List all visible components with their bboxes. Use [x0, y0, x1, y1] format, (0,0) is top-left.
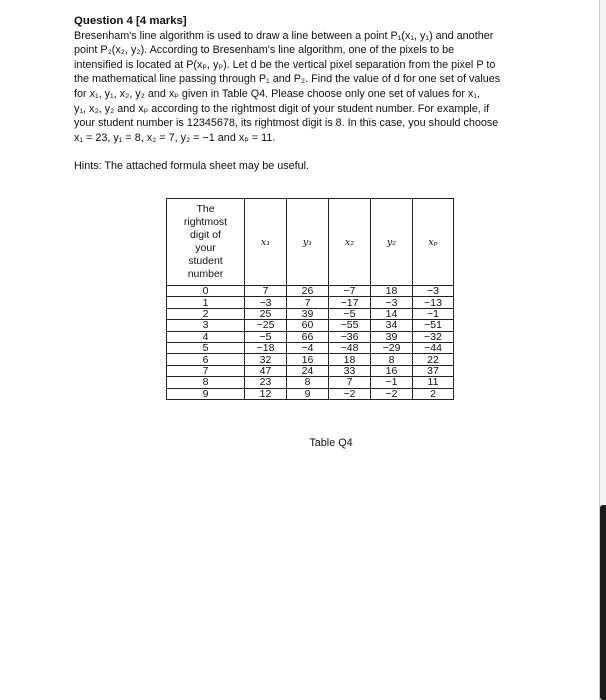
question-line: for x₁, y₁, x₂, y₂ and xₚ given in Table Q4. Please choose only one set of values for x₁,	[74, 87, 481, 100]
table-cell: 47	[245, 365, 287, 376]
table-cell: 4	[167, 331, 245, 342]
table-cell: 33	[329, 365, 371, 376]
table-cell: −29	[371, 342, 413, 353]
question-block	[74, 14, 536, 174]
table-cell: 7	[329, 377, 371, 388]
table-cell: 34	[371, 320, 413, 331]
table-cell: 18	[329, 354, 371, 365]
question-line: x₁ = 23, y₁ = 8, x₂ = 7, y₂ = −1 and xₚ = 11.	[74, 131, 276, 144]
table-cell: −55	[329, 320, 371, 331]
table-header-row	[167, 199, 454, 286]
header-x1: x₁	[245, 199, 287, 286]
table-cell: 37	[413, 365, 454, 376]
question-text	[74, 29, 536, 146]
table-cell: 16	[287, 354, 329, 365]
header-xp: xₚ	[413, 199, 454, 286]
table-cell: 7	[245, 286, 287, 297]
header-line: student	[188, 255, 223, 267]
table-cell: 6	[167, 354, 245, 365]
table-cell: 25	[245, 308, 287, 319]
table-caption: Table Q4	[309, 437, 353, 449]
table-cell: −4	[287, 342, 329, 353]
table-cell: 2	[167, 308, 245, 319]
table-cell: 16	[371, 365, 413, 376]
table-cell: 14	[371, 308, 413, 319]
table-cell: 11	[413, 377, 454, 388]
question-line: the mathematical line passing through P₁ and P₂. Find the value of d for one set of values	[74, 73, 501, 86]
table-cell: 23	[245, 377, 287, 388]
table-cell: −32	[413, 331, 454, 342]
table-row	[167, 365, 454, 376]
table-cell: 0	[167, 286, 245, 297]
table-q4	[166, 198, 454, 400]
table-cell: 1	[167, 297, 245, 308]
table-cell: −36	[329, 331, 371, 342]
header-x2: x₂	[329, 199, 371, 286]
header-line: digit of	[190, 229, 221, 241]
question-title: Question 4 [4 marks]	[74, 15, 187, 27]
table-cell: −3	[371, 297, 413, 308]
table-cell: −17	[329, 297, 371, 308]
header-line: rightmost	[183, 216, 228, 228]
table-row	[167, 342, 454, 353]
table-cell: 3	[167, 320, 245, 331]
table-cell: 66	[287, 331, 329, 342]
table-cell: −44	[413, 342, 454, 353]
table-cell: 32	[245, 354, 287, 365]
table-cell: 7	[167, 365, 245, 376]
question-line: your student number is 12345678, its rightmost digit is 8. In this case, you should choose	[74, 117, 499, 130]
table-cell: 18	[371, 286, 413, 297]
header-y1: y₁	[287, 199, 329, 286]
table-row	[167, 377, 454, 388]
table-cell: 5	[167, 342, 245, 353]
header-y2: y₂	[371, 199, 413, 286]
question-line: Bresenham's line algorithm is used to draw a line between a point P₁(x₁, y₁) and another	[74, 29, 494, 42]
header-line: number	[187, 268, 224, 280]
table-cell: 8	[371, 354, 413, 365]
table-cell: 8	[287, 377, 329, 388]
table-cell: −1	[413, 308, 454, 319]
table-cell: −7	[329, 286, 371, 297]
table-cell: −18	[245, 342, 287, 353]
scrollbar-thumb[interactable]	[600, 505, 606, 700]
table-cell: 39	[287, 308, 329, 319]
table-cell: 2	[413, 388, 454, 399]
table-row	[167, 297, 454, 308]
table-row	[167, 320, 454, 331]
table-cell: −3	[413, 286, 454, 297]
table-body	[167, 286, 454, 400]
table-row	[167, 331, 454, 342]
table-cell: −1	[371, 377, 413, 388]
table-row	[167, 286, 454, 297]
question-line: y₁, x₂, y₂ and xₚ according to the rightmost digit of your student number. For example, if	[74, 102, 490, 115]
table-cell: 60	[287, 320, 329, 331]
table-cell: −2	[329, 388, 371, 399]
header-rightmost-digit	[167, 199, 245, 286]
table-cell: 26	[287, 286, 329, 297]
table-cell: 39	[371, 331, 413, 342]
table-cell: 9	[287, 388, 329, 399]
table-row	[167, 354, 454, 365]
table-cell: −51	[413, 320, 454, 331]
table-cell: 22	[413, 354, 454, 365]
table-cell: 7	[287, 297, 329, 308]
table-cell: −13	[413, 297, 454, 308]
table-cell: −25	[245, 320, 287, 331]
table-row	[167, 308, 454, 319]
table-cell: −2	[371, 388, 413, 399]
table-cell: 24	[287, 365, 329, 376]
table-cell: −48	[329, 342, 371, 353]
header-line: your	[195, 242, 216, 254]
table-cell: −3	[245, 297, 287, 308]
table-cell: −5	[245, 331, 287, 342]
scrollbar[interactable]	[600, 0, 606, 700]
hints-text: Hints: The attached formula sheet may be useful.	[74, 160, 310, 173]
table-cell: 12	[245, 388, 287, 399]
table-row	[167, 388, 454, 399]
question-line: intensified is located at P(xₚ, yₚ). Let d be the vertical pixel separation from the pixel P to	[74, 58, 496, 71]
table-cell: −5	[329, 308, 371, 319]
header-line: The	[196, 203, 215, 215]
table-cell: 8	[167, 377, 245, 388]
table-cell: 9	[167, 388, 245, 399]
question-line: point P₂(x₂, y₂). According to Bresenham's line algorithm, one of the pixels to be	[74, 44, 455, 57]
